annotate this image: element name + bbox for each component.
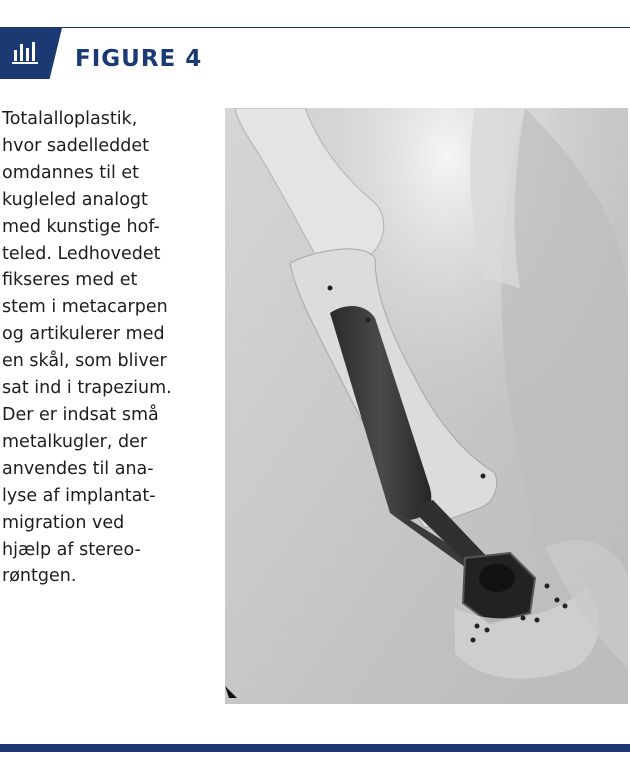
- caption-line: anvendes til ana-: [2, 458, 154, 479]
- bottom-rule: [0, 744, 630, 752]
- caption-line: sat ind i trapezium.: [2, 378, 172, 399]
- caption-line: metalkugler, der: [2, 431, 148, 452]
- caption-line: teled. Ledhovedet: [2, 243, 161, 264]
- caption-line: og artikulerer med: [2, 324, 165, 345]
- caption-line: Der er indsat små: [2, 404, 159, 425]
- caption-line: en skål, som bliver: [2, 351, 167, 372]
- figure-caption: [2, 106, 202, 590]
- bar-chart-icon: [11, 40, 39, 66]
- caption-line: røntgen.: [2, 566, 77, 587]
- caption-line: migration ved: [2, 512, 125, 533]
- xray-image: [225, 108, 628, 704]
- caption-line: med kunstige hof-: [2, 216, 160, 237]
- caption-line: hjælp af stereo-: [2, 539, 141, 560]
- caption-line: kugleled analogt: [2, 189, 148, 210]
- caption-line: hvor sadelleddet: [2, 135, 149, 156]
- figure-badge: [0, 28, 62, 79]
- caption-line: lyse af implantat-: [2, 485, 156, 506]
- caption-line: omdannes til et: [2, 162, 139, 183]
- caption-line: Totalalloplastik,: [2, 109, 138, 129]
- caption-line: stem i metacarpen: [2, 297, 168, 318]
- figure-title: FIGURE 4: [75, 46, 203, 72]
- xray-illustration: [225, 108, 628, 704]
- caption-line: fikseres med et: [2, 270, 138, 291]
- top-rule: [0, 27, 630, 28]
